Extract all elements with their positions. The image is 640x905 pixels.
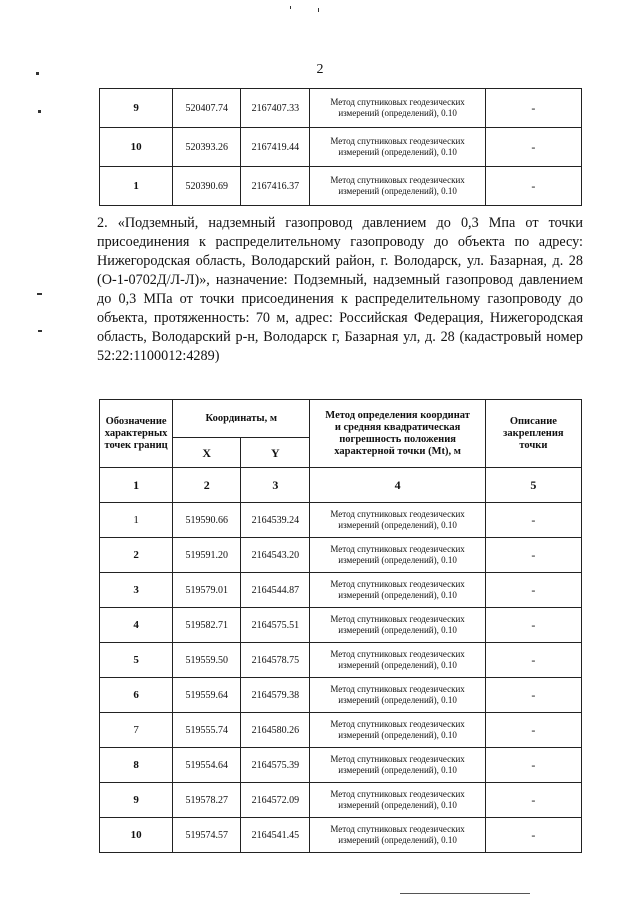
- fixation-description: -: [485, 748, 581, 783]
- method-line: Метод спутниковых геодезических: [330, 509, 465, 519]
- coordinate-y: 2164544.87: [241, 573, 310, 608]
- coordinate-x: 519555.74: [173, 713, 241, 748]
- method-line: измерений (определений), 0.10: [338, 800, 457, 810]
- fixation-description: -: [485, 818, 581, 853]
- method-line: Метод спутниковых геодезических: [330, 754, 465, 764]
- table-row: [100, 89, 582, 128]
- method-cell: [310, 167, 485, 206]
- column-number: 1: [100, 468, 173, 503]
- coordinate-x: 520393.26: [173, 128, 241, 167]
- header-line: Обозначение: [105, 415, 167, 427]
- coordinate-y: 2164575.51: [241, 608, 310, 643]
- method-cell: [310, 713, 485, 748]
- method-line: Метод спутниковых геодезических: [330, 719, 465, 729]
- table-row: [100, 713, 582, 748]
- header-line: Метод определения координат: [325, 409, 470, 421]
- point-number: 4: [100, 608, 173, 643]
- method-line: измерений (определений), 0.10: [338, 186, 457, 196]
- table-row: [100, 503, 582, 538]
- point-number: 9: [100, 89, 173, 128]
- fixation-description: -: [485, 643, 581, 678]
- method-cell: [310, 818, 485, 853]
- header-line: закрепления: [503, 427, 564, 439]
- header-description: [485, 400, 581, 468]
- method-cell: [310, 678, 485, 713]
- point-number: 3: [100, 573, 173, 608]
- coordinate-y: 2164541.45: [241, 818, 310, 853]
- method-line: измерений (определений), 0.10: [338, 520, 457, 530]
- method-line: Метод спутниковых геодезических: [330, 97, 465, 107]
- coordinate-x: 519582.71: [173, 608, 241, 643]
- coordinate-x: 519591.20: [173, 538, 241, 573]
- method-line: измерений (определений), 0.10: [338, 660, 457, 670]
- method-line: Метод спутниковых геодезических: [330, 136, 465, 146]
- column-number: 2: [173, 468, 241, 503]
- table-row: [100, 167, 582, 206]
- header-line: Описание: [509, 415, 557, 427]
- page-number: 2: [316, 62, 324, 77]
- fixation-description: -: [485, 678, 581, 713]
- method-line: Метод спутниковых геодезических: [330, 614, 465, 624]
- method-line: измерений (определений), 0.10: [338, 730, 457, 740]
- coordinate-y: 2164539.24: [241, 503, 310, 538]
- method-line: Метод спутниковых геодезических: [330, 175, 465, 185]
- method-cell: [310, 573, 485, 608]
- footer-rule: [400, 893, 530, 894]
- coordinate-y: 2167407.33: [241, 89, 310, 128]
- header-line: погрешность положения: [339, 433, 456, 445]
- fixation-description: -: [485, 713, 581, 748]
- method-line: измерений (определений), 0.10: [338, 555, 457, 565]
- point-number: 2: [100, 538, 173, 573]
- fixation-description: -: [485, 783, 581, 818]
- method-line: Метод спутниковых геодезических: [330, 579, 465, 589]
- method-cell: [310, 783, 485, 818]
- coordinate-y: 2164578.75: [241, 643, 310, 678]
- method-line: Метод спутниковых геодезических: [330, 649, 465, 659]
- coordinate-y: 2164572.09: [241, 783, 310, 818]
- method-cell: [310, 503, 485, 538]
- method-line: измерений (определений), 0.10: [338, 835, 457, 845]
- coordinate-y: 2164575.39: [241, 748, 310, 783]
- coordinate-x: 520390.69: [173, 167, 241, 206]
- column-number: 3: [241, 468, 310, 503]
- method-line: Метод спутниковых геодезических: [330, 544, 465, 554]
- table-row: [100, 573, 582, 608]
- coordinate-y: 2164579.38: [241, 678, 310, 713]
- coordinate-y: 2167419.44: [241, 128, 310, 167]
- table-header-row: [100, 400, 582, 438]
- header-method: [310, 400, 485, 468]
- method-line: измерений (определений), 0.10: [338, 695, 457, 705]
- table-row: [100, 748, 582, 783]
- point-number: 5: [100, 643, 173, 678]
- point-number: 1: [100, 167, 173, 206]
- coordinate-y: 2164543.20: [241, 538, 310, 573]
- method-line: измерений (определений), 0.10: [338, 147, 457, 157]
- coordinates-table: [99, 399, 582, 853]
- coordinate-x: 519559.50: [173, 643, 241, 678]
- point-number: 8: [100, 748, 173, 783]
- method-line: Метод спутниковых геодезических: [330, 684, 465, 694]
- point-number: 10: [100, 128, 173, 167]
- method-line: измерений (определений), 0.10: [338, 625, 457, 635]
- point-number: 10: [100, 818, 173, 853]
- coordinate-x: 519590.66: [173, 503, 241, 538]
- column-number-row: [100, 468, 582, 503]
- header-x: X: [173, 438, 241, 468]
- method-cell: [310, 89, 485, 128]
- method-line: Метод спутниковых геодезических: [330, 789, 465, 799]
- table-row: [100, 678, 582, 713]
- fixation-description: -: [485, 89, 581, 128]
- table-row: [100, 643, 582, 678]
- table-row: [100, 608, 582, 643]
- header-designation: [100, 400, 173, 468]
- fixation-description: -: [485, 128, 581, 167]
- table-row: [100, 818, 582, 853]
- scan-speck: [38, 110, 41, 113]
- method-line: измерений (определений), 0.10: [338, 765, 457, 775]
- coordinate-x: 519559.64: [173, 678, 241, 713]
- fixation-description: -: [485, 503, 581, 538]
- table-row: [100, 538, 582, 573]
- method-cell: [310, 643, 485, 678]
- header-y: Y: [241, 438, 310, 468]
- point-number: 9: [100, 783, 173, 818]
- header-coordinates: Координаты, м: [173, 400, 310, 438]
- coordinate-x: 519574.57: [173, 818, 241, 853]
- scan-speck: [38, 330, 42, 332]
- header-line: точек границ: [104, 439, 168, 451]
- coordinates-table-continued: [99, 88, 582, 206]
- coordinate-x: 520407.74: [173, 89, 241, 128]
- fixation-description: -: [485, 167, 581, 206]
- coordinate-x: 519554.64: [173, 748, 241, 783]
- method-cell: [310, 128, 485, 167]
- header-line: характерных: [104, 427, 168, 439]
- scan-speck: [37, 293, 42, 295]
- method-line: Метод спутниковых геодезических: [330, 824, 465, 834]
- coordinate-y: 2164580.26: [241, 713, 310, 748]
- table-row: [100, 128, 582, 167]
- header-line: и средняя квадратическая: [334, 421, 461, 433]
- method-line: измерений (определений), 0.10: [338, 590, 457, 600]
- method-line: измерений (определений), 0.10: [338, 108, 457, 118]
- header-line: точки: [519, 439, 548, 451]
- fixation-description: -: [485, 573, 581, 608]
- method-cell: [310, 538, 485, 573]
- fixation-description: -: [485, 538, 581, 573]
- table-row: [100, 783, 582, 818]
- coordinate-x: 519579.01: [173, 573, 241, 608]
- header-line: характерной точки (Mt), м: [334, 445, 461, 457]
- scan-speck: [290, 6, 291, 9]
- coordinate-x: 519578.27: [173, 783, 241, 818]
- object-description-paragraph: 2. «Подземный, надземный газопровод давлением до 0,3 Мпа от точки присоединения к распределительному газопроводу до объекта по адресу: Нижегородская область, Володарский район, г. Володарск, ул. Базарная, д. 28 (О-1-0702Д/Л-Л)», назначение: Подземный, надземный газопровод давлением до 0,3 МПа от точки присоединения к распределительному газопроводу до объекта, протяженность: 70 м, адрес: Российская Федерация, Нижегородская область, Володарский р-н, Володарск г, Базарная ул, д. 28 (кадастровый номер 52:22:1100012:4289): [97, 215, 583, 364]
- point-number: 7: [100, 713, 173, 748]
- column-number: 5: [485, 468, 581, 503]
- coordinate-y: 2167416.37: [241, 167, 310, 206]
- method-cell: [310, 748, 485, 783]
- method-cell: [310, 608, 485, 643]
- point-number: 6: [100, 678, 173, 713]
- column-number: 4: [310, 468, 485, 503]
- scan-speck: [318, 8, 319, 12]
- fixation-description: -: [485, 608, 581, 643]
- point-number: 1: [100, 503, 173, 538]
